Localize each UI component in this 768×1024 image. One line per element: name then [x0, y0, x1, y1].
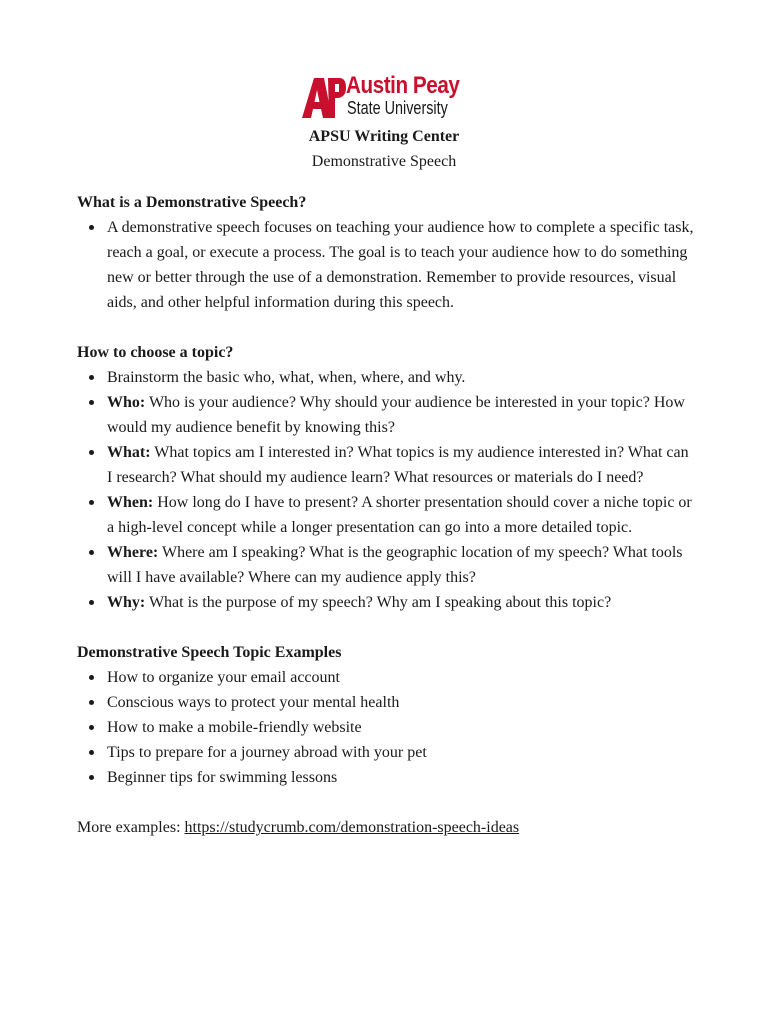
document-body	[77, 190, 697, 840]
item-text: How long do I have to present? A shorter presentation should cover a niche topic or a high-level concept while a longer presentation can go into a more detailed topic.	[107, 494, 692, 536]
definition-list	[77, 215, 697, 315]
list-item	[77, 390, 697, 440]
section-heading-definition: What is a Demonstrative Speech?	[77, 194, 307, 211]
item-lead: Who:	[107, 394, 146, 411]
ap-monogram-icon	[302, 78, 346, 118]
document-title: APSU Writing Center	[308, 128, 460, 145]
document-subtitle: Demonstrative Speech	[311, 153, 457, 170]
list-item	[77, 590, 697, 615]
item-lead: When:	[107, 494, 154, 511]
item-lead: Why:	[107, 594, 146, 611]
item-text: Where am I speaking? What is the geographic location of my speech? What tools will I have available? Where can my audience apply this?	[107, 544, 683, 586]
list-item	[77, 440, 697, 490]
list-item: Beginner tips for swimming lessons	[77, 765, 697, 790]
list-item: A demonstrative speech focuses on teaching your audience how to complete a specific task, reach a goal, or execute a process. The goal is to teach your audience how to do something new or better through the use of a demonstration. Remember to provide resources, visual aids, and other helpful information during this speech.	[77, 215, 697, 315]
section-heading-choose-topic: How to choose a topic?	[77, 344, 234, 361]
item-lead: What:	[107, 444, 151, 461]
choose-topic-list	[77, 365, 697, 615]
item-lead: Where:	[107, 544, 159, 561]
logo-wordmark-secondary: State University	[347, 98, 448, 118]
list-item	[77, 540, 697, 590]
section-heading-topic-examples: Demonstrative Speech Topic Examples	[77, 644, 342, 661]
topic-examples-list	[77, 665, 697, 790]
list-item	[77, 490, 697, 540]
university-logo	[302, 72, 470, 122]
list-item	[77, 365, 697, 390]
item-text: What topics am I interested in? What topics is my audience interested in? What can I research? What should my audience learn? What resources or materials do I need?	[107, 444, 689, 486]
more-examples-line	[77, 815, 697, 840]
item-text: Brainstorm the basic who, what, when, where, and why.	[107, 369, 466, 386]
more-examples-label: More examples:	[77, 819, 185, 836]
item-text: Who is your audience? Why should your audience be interested in your topic? How would my audience benefit by knowing this?	[107, 394, 685, 436]
more-examples-link[interactable]: https://studycrumb.com/demonstration-speech-ideas	[184, 819, 520, 836]
list-item: Tips to prepare for a journey abroad with your pet	[77, 740, 697, 765]
logo-wordmark-primary: Austin Peay	[346, 72, 460, 99]
list-item: How to make a mobile-friendly website	[77, 715, 697, 740]
list-item: Conscious ways to protect your mental health	[77, 690, 697, 715]
list-item: How to organize your email account	[77, 665, 697, 690]
item-text: What is the purpose of my speech? Why am I speaking about this topic?	[145, 594, 612, 611]
